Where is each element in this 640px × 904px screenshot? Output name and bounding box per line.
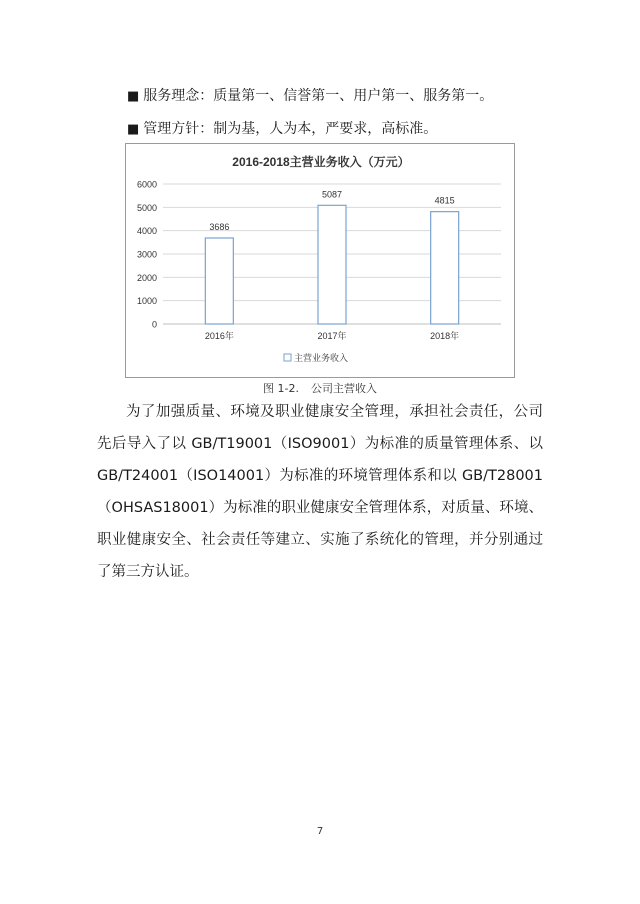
paragraph-line: 先后导入了以 GB/T19001（ISO9001）为标准的质量管理体系、以	[97, 436, 543, 452]
y-tick-label: 2000	[136, 272, 157, 283]
x-tick-label: 2016年	[204, 331, 234, 341]
bullet-text: 管理方针：制为基，人为本，严要求，高标准。	[143, 121, 438, 137]
x-tick-label: 2017年	[317, 331, 347, 341]
revenue-chart-svg	[126, 144, 516, 379]
y-tick-label: 3000	[136, 249, 157, 260]
data-label: 4815	[434, 195, 455, 206]
bullet-square-icon: ■	[127, 89, 140, 104]
figure-number: 图 1-2.	[263, 382, 299, 395]
legend-label: 主营业务收入	[294, 353, 349, 363]
paragraph-line: GB/T24001（ISO14001）为标准的环境管理体系和以 GB/T28001	[97, 468, 543, 484]
bullet-square-icon: ■	[127, 122, 140, 137]
bar	[431, 212, 459, 324]
bullet-management-policy	[127, 119, 437, 140]
figure-caption-text: 公司主营收入	[310, 382, 377, 395]
y-tick-label: 1000	[136, 296, 157, 307]
legend-swatch	[284, 354, 291, 361]
figure-caption	[0, 380, 640, 396]
y-tick-label: 0	[151, 319, 157, 330]
bullet-text: 服务理念：质量第一、信誉第一、用户第一、服务第一。	[143, 88, 494, 104]
y-tick-label: 6000	[136, 179, 157, 190]
bar	[318, 205, 346, 324]
paragraph-line: （OHSAS18001）为标准的职业健康安全管理体系，对质量、环境、	[97, 500, 543, 516]
y-tick-label: 4000	[136, 226, 157, 237]
paragraph-line: 了第三方认证。	[97, 564, 199, 580]
y-tick-label: 5000	[136, 202, 157, 213]
revenue-chart	[125, 143, 515, 378]
page-number: 7	[316, 826, 324, 837]
chart-title: 2016-2018主营业务收入（万元）	[232, 155, 410, 169]
data-label: 3686	[209, 221, 230, 232]
bar	[205, 238, 233, 324]
paragraph-line: 为了加强质量、环境及职业健康安全管理，承担社会责任，公司	[126, 404, 543, 420]
body-paragraph	[97, 396, 543, 588]
data-label: 5087	[321, 189, 343, 200]
bullet-service-philosophy	[127, 86, 493, 107]
paragraph-line: 职业健康安全、社会责任等建立、实施了系统化的管理，并分别通过	[97, 532, 543, 548]
x-tick-label: 2018年	[430, 331, 460, 341]
